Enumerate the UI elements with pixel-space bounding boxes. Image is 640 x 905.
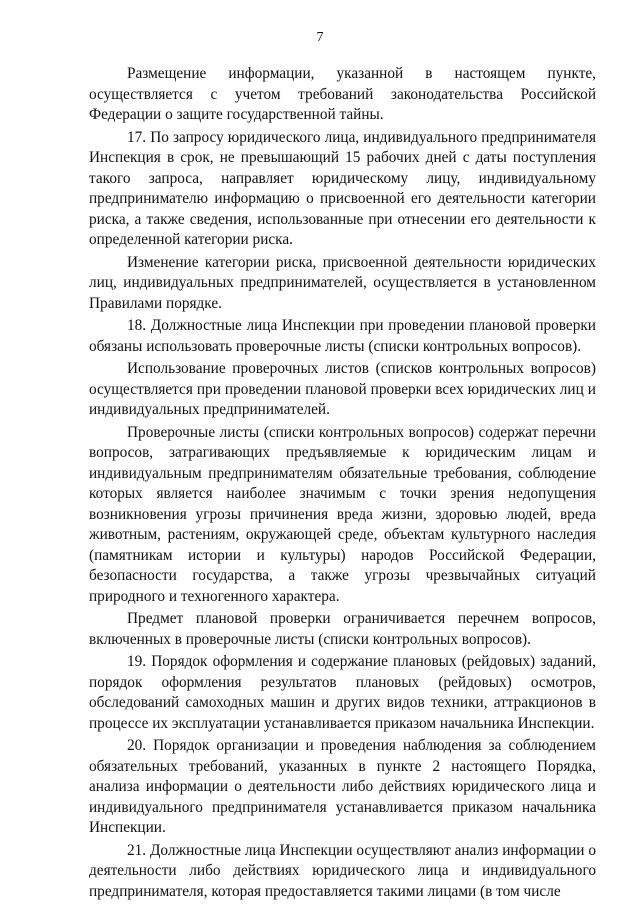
paragraph: Размещение информации, указанной в настоящем пункте, осуществляется с учетом требований законодательства Российской Федерации о защите государственной тайны.	[89, 65, 596, 123]
paragraph: Использование проверочных листов (списков контрольных вопросов) осуществляется при проведении плановой проверки всех юридических лиц и индивидуальных предпринимателей.	[89, 360, 596, 418]
paragraph: 21. Должностные лица Инспекции осуществляют анализ информации о деятельности либо действиях юридического лица и индивидуального предпринимателя, которая предоставляется такими лицами (в том числе	[89, 841, 596, 900]
paragraph: 20. Порядок организации и проведения наблюдения за соблюдением обязательных требований, указанных в пункте 2 настоящего Порядка, анализа информации о деятельности либо действиях юридического лица и индивидуального предпринимателя устанавливается приказом начальника Инспекции.	[89, 737, 596, 836]
paragraph: 18. Должностные лица Инспекции при проведении плановой проверки обязаны использовать проверочные листы (списки контрольных вопросов).	[89, 317, 596, 355]
page-number: 7	[316, 30, 324, 45]
paragraph: Изменение категории риска, присвоенной деятельности юридических лиц, индивидуальных предпринимателей, осуществляется в установленном Правилами порядке.	[89, 253, 596, 312]
paragraph: 17. По запросу юридического лица, индивидуального предпринимателя Инспекция в срок, не превышающий 15 рабочих дней с даты поступления такого запроса, направляет юридическому лицу, индивидуальному предпринимателю информацию о присвоенной его деятельности категории риска, а также сведения, использованные при отнесении его деятельности к определенной категории риска.	[89, 128, 596, 248]
paragraph: Проверочные листы (списки контрольных вопросов) содержат перечни вопросов, затрагивающих предъявляемые к юридическим лицам и индивидуальным предпринимателям обязательные требования, соблюдение которых является наиболее значимым с точки зрения недопущения возникновения угрозы причинения вреда жизни, здоровью людей, вреда животным, растениям, окружающей среде, объектам культурного наследия (памятникам истории и культуры) народов Российской Федерации, безопасности государства, а также угрозы чрезвычайных ситуаций природного и техногенного характера.	[89, 423, 596, 605]
document-body	[89, 64, 596, 904]
paragraph: Предмет плановой проверки ограничивается перечнем вопросов, включенных в проверочные листы (списки контрольных вопросов).	[89, 610, 596, 648]
paragraph: 19. Порядок оформления и содержание плановых (рейдовых) заданий, порядок оформления результатов плановых (рейдовых) осмотров, обследований самоходных машин и других видов техники, аттракционов в процессе их эксплуатации устанавливается приказом начальника Инспекции.	[89, 653, 596, 732]
